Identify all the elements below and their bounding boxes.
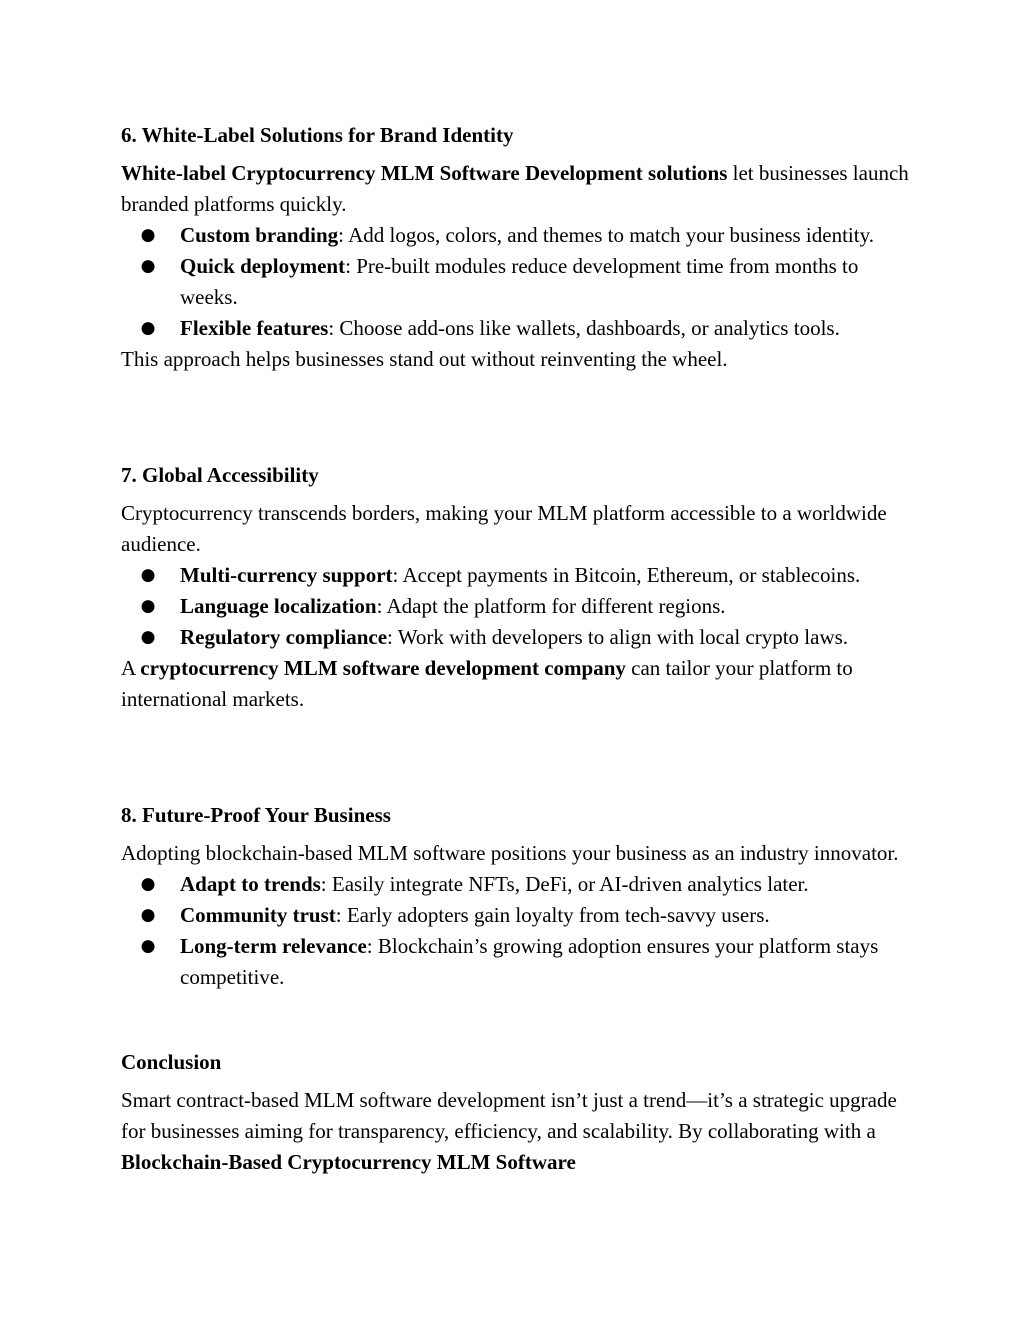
bullet-icon: ● (140, 256, 156, 276)
bullet-text: : Accept payments in Bitcoin, Ethereum, or stablecoins. (392, 563, 861, 587)
closing-post: can tailor your platform to international markets. (121, 656, 853, 711)
closing-bold: cryptocurrency MLM software development company (140, 656, 626, 680)
bullet-icon: ● (140, 596, 156, 616)
intro-text: let businesses launch branded platforms quickly. (121, 161, 909, 216)
section-closing (121, 653, 911, 715)
section-future-proof (121, 800, 911, 993)
bullet-icon: ● (140, 225, 156, 245)
section-heading: 6. White-Label Solutions for Brand Identity (121, 123, 514, 147)
list-item (121, 251, 911, 313)
bullet-term: Multi-currency support (180, 563, 393, 587)
list-item (121, 313, 911, 344)
section-conclusion (121, 1047, 911, 1178)
section-white-label (121, 120, 911, 375)
bullet-icon: ● (140, 905, 156, 925)
bullet-term: Language localization (180, 594, 377, 618)
bullet-icon: ● (140, 565, 156, 585)
list-item (121, 900, 911, 931)
bullet-icon: ● (140, 627, 156, 647)
section-intro (121, 158, 911, 220)
bullet-term: Custom branding (180, 223, 339, 247)
section-heading: Conclusion (121, 1050, 222, 1074)
list-item (121, 560, 911, 591)
list-item (121, 220, 911, 251)
bullet-icon: ● (140, 874, 156, 894)
conclusion-bold: Blockchain-Based Cryptocurrency MLM Software (121, 1150, 576, 1174)
bullet-text: : Choose add-ons like wallets, dashboards, or analytics tools. (328, 316, 840, 340)
intro-bold: White-label Cryptocurrency MLM Software Development solutions (121, 161, 728, 185)
list-item (121, 591, 911, 622)
bullet-term: Community trust (180, 903, 336, 927)
list-item (121, 869, 911, 900)
list-item (121, 622, 911, 653)
bullet-term: Long-term relevance (180, 934, 367, 958)
bullet-term: Flexible features (180, 316, 329, 340)
bullet-icon: ● (140, 936, 156, 956)
bullet-list (121, 869, 911, 993)
section-heading: 8. Future-Proof Your Business (121, 803, 391, 827)
bullet-term: Regulatory compliance (180, 625, 388, 649)
bullet-text: : Early adopters gain loyalty from tech-savvy users. (335, 903, 770, 927)
bullet-list (121, 220, 911, 344)
bullet-text: : Work with developers to align with local crypto laws. (387, 625, 849, 649)
section-intro: Adopting blockchain-based MLM software positions your business as an industry innovator. (121, 841, 899, 865)
bullet-term: Adapt to trends (180, 872, 321, 896)
bullet-list (121, 560, 911, 653)
closing-pre: A (121, 656, 141, 680)
list-item (121, 931, 911, 993)
bullet-term: Quick deployment (180, 254, 346, 278)
bullet-text: : Blockchain’s growing adoption ensures your platform stays competitive. (180, 934, 879, 989)
section-intro: Cryptocurrency transcends borders, making your MLM platform accessible to a worldwide audience. (121, 501, 887, 556)
section-closing: This approach helps businesses stand out without reinventing the wheel. (121, 347, 728, 371)
section-heading: 7. Global Accessibility (121, 463, 319, 487)
conclusion-text: Smart contract-based MLM software development isn’t just a trend—it’s a strategic upgrade for businesses aiming for transparency, efficiency, and scalability. By collaborating with a (121, 1088, 897, 1143)
bullet-text: : Easily integrate NFTs, DeFi, or AI-driven analytics later. (320, 872, 809, 896)
section-global-accessibility (121, 460, 911, 715)
bullet-text: : Add logos, colors, and themes to match your business identity. (338, 223, 874, 247)
conclusion-body (121, 1085, 911, 1178)
bullet-text: : Adapt the platform for different regions. (376, 594, 726, 618)
bullet-icon: ● (140, 318, 156, 338)
bullet-text: : Pre-built modules reduce development time from months to weeks. (180, 254, 859, 309)
